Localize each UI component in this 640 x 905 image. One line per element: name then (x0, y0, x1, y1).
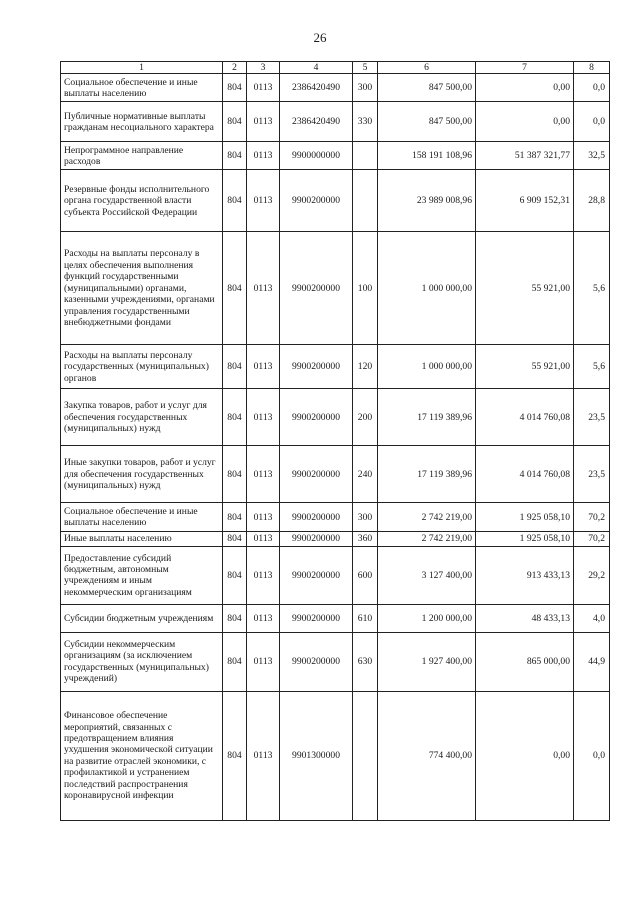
cell-col7: 865 000,00 (476, 632, 574, 691)
cell-col5: 360 (353, 532, 378, 546)
table-row (61, 232, 610, 345)
cell-col3: 0113 (247, 604, 280, 632)
cell-col2: 804 (223, 546, 247, 604)
cell-col4: 9900000000 (280, 142, 353, 170)
cell-col3: 0113 (247, 632, 280, 691)
cell-col6: 1 200 000,00 (378, 604, 476, 632)
table-row (61, 74, 610, 102)
cell-col5: 240 (353, 446, 378, 503)
cell-col6: 774 400,00 (378, 691, 476, 820)
cell-col2: 804 (223, 446, 247, 503)
row-name: Социальное обеспечение и иные выплаты населению (61, 503, 223, 532)
cell-col3: 0113 (247, 389, 280, 446)
cell-col4: 9900200000 (280, 446, 353, 503)
cell-col3: 0113 (247, 170, 280, 232)
cell-col5: 120 (353, 345, 378, 389)
column-header: 5 (353, 62, 378, 74)
table-row (61, 546, 610, 604)
row-name: Непрограммное направление расходов (61, 142, 223, 170)
row-name: Субсидии некоммерческим организациям (за исключением государственных (муниципальных) учреждений) (61, 632, 223, 691)
cell-col6: 158 191 108,96 (378, 142, 476, 170)
cell-col6: 847 500,00 (378, 74, 476, 102)
column-header: 1 (61, 62, 223, 74)
cell-col7: 48 433,13 (476, 604, 574, 632)
cell-col7: 913 433,13 (476, 546, 574, 604)
table-row (61, 142, 610, 170)
cell-col7: 1 925 058,10 (476, 503, 574, 532)
cell-col4: 2386420490 (280, 74, 353, 102)
cell-col4: 9900200000 (280, 503, 353, 532)
cell-col4: 9900200000 (280, 232, 353, 345)
cell-col8: 32,5 (574, 142, 610, 170)
table-row (61, 604, 610, 632)
cell-col8: 0,0 (574, 102, 610, 142)
column-header: 8 (574, 62, 610, 74)
cell-col5: 630 (353, 632, 378, 691)
page-number: 26 (313, 30, 327, 45)
cell-col7: 0,00 (476, 102, 574, 142)
cell-col5 (353, 142, 378, 170)
cell-col6: 2 742 219,00 (378, 503, 476, 532)
cell-col5: 300 (353, 503, 378, 532)
cell-col2: 804 (223, 170, 247, 232)
cell-col7: 51 387 321,77 (476, 142, 574, 170)
column-header: 4 (280, 62, 353, 74)
column-header: 3 (247, 62, 280, 74)
cell-col6: 1 000 000,00 (378, 232, 476, 345)
table-row (61, 102, 610, 142)
cell-col8: 70,2 (574, 532, 610, 546)
cell-col3: 0113 (247, 691, 280, 820)
row-name: Резервные фонды исполнительного органа государственной власти субъекта Российской Федерации (61, 170, 223, 232)
table-row (61, 691, 610, 820)
cell-col7: 4 014 760,08 (476, 389, 574, 446)
cell-col8: 0,0 (574, 74, 610, 102)
cell-col4: 9900200000 (280, 170, 353, 232)
cell-col5: 100 (353, 232, 378, 345)
cell-col3: 0113 (247, 232, 280, 345)
cell-col6: 847 500,00 (378, 102, 476, 142)
cell-col6: 17 119 389,96 (378, 389, 476, 446)
cell-col2: 804 (223, 604, 247, 632)
cell-col6: 3 127 400,00 (378, 546, 476, 604)
table-row (61, 345, 610, 389)
cell-col4: 9900200000 (280, 389, 353, 446)
cell-col8: 23,5 (574, 446, 610, 503)
cell-col7: 0,00 (476, 74, 574, 102)
cell-col4: 9900200000 (280, 345, 353, 389)
cell-col3: 0113 (247, 345, 280, 389)
row-name: Иные выплаты населению (61, 532, 223, 546)
cell-col3: 0113 (247, 142, 280, 170)
row-name: Финансовое обеспечение мероприятий, связанных с предотвращением влияния ухудшения экономической ситуации на развитие отраслей экономики, с профилактикой и устранением последствий распространения коронавирусной инфекции (61, 691, 223, 820)
cell-col3: 0113 (247, 446, 280, 503)
row-name: Расходы на выплаты персоналу государственных (муниципальных) органов (61, 345, 223, 389)
cell-col8: 29,2 (574, 546, 610, 604)
column-header: 2 (223, 62, 247, 74)
cell-col8: 44,9 (574, 632, 610, 691)
cell-col2: 804 (223, 389, 247, 446)
cell-col2: 804 (223, 102, 247, 142)
cell-col2: 804 (223, 632, 247, 691)
cell-col8: 5,6 (574, 232, 610, 345)
cell-col2: 804 (223, 532, 247, 546)
row-name: Социальное обеспечение и иные выплаты населению (61, 74, 223, 102)
cell-col6: 1 927 400,00 (378, 632, 476, 691)
cell-col4: 9900200000 (280, 532, 353, 546)
cell-col3: 0113 (247, 503, 280, 532)
cell-col7: 55 921,00 (476, 232, 574, 345)
cell-col5: 600 (353, 546, 378, 604)
cell-col3: 0113 (247, 546, 280, 604)
table-row (61, 446, 610, 503)
row-name: Иные закупки товаров, работ и услуг для обеспечения государственных (муниципальных) нужд (61, 446, 223, 503)
table-row (61, 532, 610, 546)
cell-col5: 610 (353, 604, 378, 632)
cell-col7: 55 921,00 (476, 345, 574, 389)
cell-col7: 4 014 760,08 (476, 446, 574, 503)
cell-col7: 0,00 (476, 691, 574, 820)
row-name: Публичные нормативные выплаты гражданам несоциального характера (61, 102, 223, 142)
cell-col2: 804 (223, 232, 247, 345)
cell-col5: 300 (353, 74, 378, 102)
cell-col4: 9901300000 (280, 691, 353, 820)
cell-col5: 330 (353, 102, 378, 142)
table-body (61, 74, 610, 820)
budget-table (60, 61, 610, 821)
cell-col3: 0113 (247, 532, 280, 546)
cell-col4: 2386420490 (280, 102, 353, 142)
table-row (61, 632, 610, 691)
table-row (61, 503, 610, 532)
row-name: Расходы на выплаты персоналу в целях обеспечения выполнения функций государственными (муниципальными) органами, казенными учреждениями, органами управления государственными внебюджетными фондами (61, 232, 223, 345)
cell-col8: 5,6 (574, 345, 610, 389)
cell-col8: 70,2 (574, 503, 610, 532)
cell-col4: 9900200000 (280, 632, 353, 691)
cell-col5 (353, 691, 378, 820)
cell-col8: 4,0 (574, 604, 610, 632)
row-name: Закупка товаров, работ и услуг для обеспечения государственных (муниципальных) нужд (61, 389, 223, 446)
cell-col2: 804 (223, 345, 247, 389)
cell-col6: 23 989 008,96 (378, 170, 476, 232)
cell-col2: 804 (223, 74, 247, 102)
cell-col6: 1 000 000,00 (378, 345, 476, 389)
cell-col8: 23,5 (574, 389, 610, 446)
table-header-row (61, 62, 610, 74)
row-name: Предоставление субсидий бюджетным, автономным учреждениям и иным некоммерческим организациям (61, 546, 223, 604)
cell-col2: 804 (223, 691, 247, 820)
cell-col3: 0113 (247, 102, 280, 142)
cell-col7: 6 909 152,31 (476, 170, 574, 232)
column-header: 6 (378, 62, 476, 74)
cell-col5: 200 (353, 389, 378, 446)
cell-col5 (353, 170, 378, 232)
cell-col4: 9900200000 (280, 604, 353, 632)
cell-col3: 0113 (247, 74, 280, 102)
cell-col2: 804 (223, 142, 247, 170)
table-row (61, 389, 610, 446)
column-header: 7 (476, 62, 574, 74)
cell-col4: 9900200000 (280, 546, 353, 604)
cell-col8: 28,8 (574, 170, 610, 232)
cell-col6: 17 119 389,96 (378, 446, 476, 503)
cell-col7: 1 925 058,10 (476, 532, 574, 546)
cell-col6: 2 742 219,00 (378, 532, 476, 546)
cell-col8: 0,0 (574, 691, 610, 820)
cell-col2: 804 (223, 503, 247, 532)
row-name: Субсидии бюджетным учреждениям (61, 604, 223, 632)
table-row (61, 170, 610, 232)
